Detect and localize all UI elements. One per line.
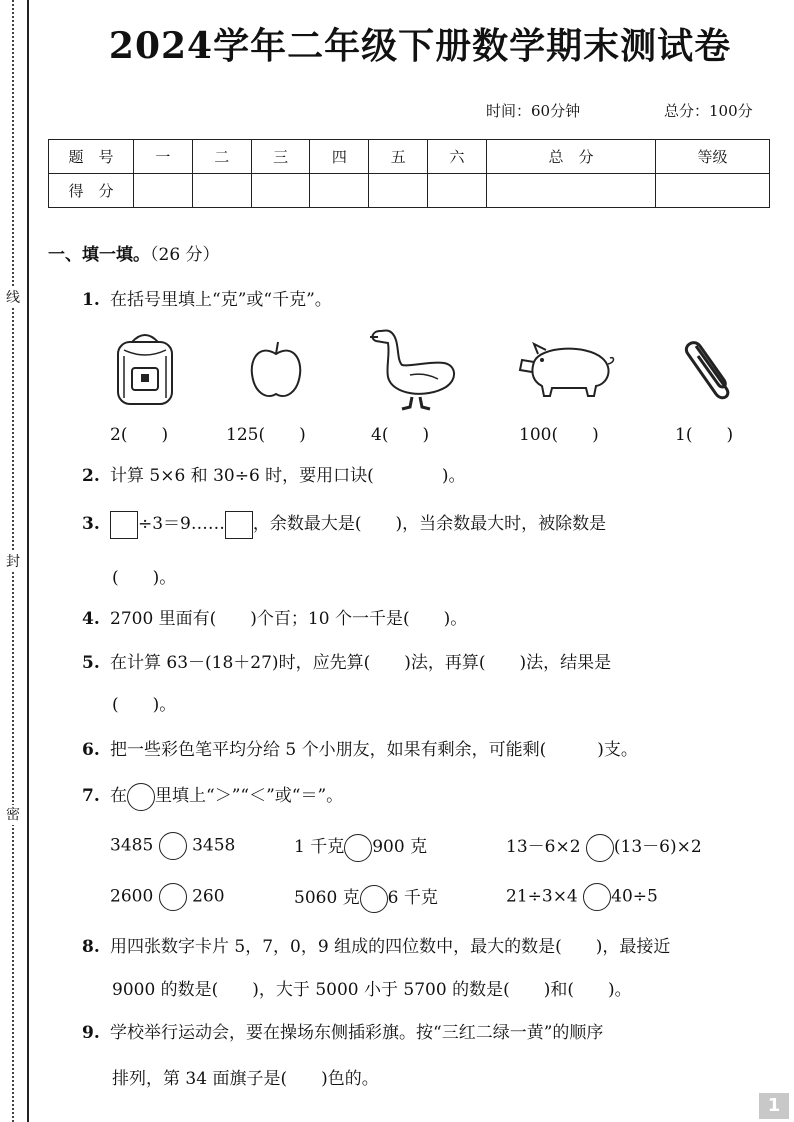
- compare-circle[interactable]: [159, 883, 187, 911]
- question-text: 在: [110, 786, 127, 806]
- question-3-continued: ( )。: [112, 568, 177, 588]
- compare-item: [294, 832, 427, 862]
- question-4: [82, 604, 467, 629]
- score-header-cell: 一: [134, 140, 193, 174]
- question-number: 8.: [82, 937, 100, 957]
- margin-rule: [27, 0, 29, 1122]
- question-text: 计算 5×6 和 30÷6 时，要用口诀( )。: [110, 466, 466, 486]
- score-header-cell: 三: [251, 140, 310, 174]
- question-5: [82, 648, 611, 673]
- backpack-icon: [110, 330, 180, 408]
- remainder-box[interactable]: [225, 511, 253, 539]
- question-number: 7.: [82, 786, 100, 806]
- question-text: 2700 里面有( )个百；10 个一千是( )。: [110, 609, 468, 629]
- compare-left: 3485: [110, 835, 154, 856]
- q1-answer-blank[interactable]: 1( ): [675, 425, 734, 445]
- score-header-cell: 五: [369, 140, 428, 174]
- question-7: [82, 781, 343, 811]
- goose-icon: [366, 325, 462, 411]
- exam-total-score: 总分：100分: [664, 102, 753, 120]
- page-title: 2024学年二年级下册数学期末测试卷: [108, 25, 732, 67]
- score-table-header-row: [49, 140, 770, 174]
- compare-right: 900 克: [372, 837, 428, 857]
- question-number: 3.: [82, 514, 100, 534]
- question-8-continued: 9000 的数是( )，大于 5000 小于 5700 的数是( )和( )。: [112, 980, 632, 1000]
- dividend-box[interactable]: [110, 511, 138, 539]
- compare-right: 40÷5: [611, 886, 658, 907]
- compare-circle-sample: [127, 783, 155, 811]
- pig-icon: [516, 340, 620, 400]
- apple-icon: [248, 340, 304, 402]
- compare-item: [110, 832, 235, 860]
- exam-time: 时间：60分钟: [486, 102, 581, 120]
- page-number-badge: 1: [759, 1093, 789, 1119]
- compare-right: 260: [192, 886, 225, 907]
- margin-word-feng: 封: [3, 552, 23, 572]
- score-header-cell: 二: [192, 140, 251, 174]
- question-text: 在括号里填上“克”或“千克”。: [110, 290, 332, 310]
- question-9-continued: 排列，第 34 面旗子是( )色的。: [112, 1069, 379, 1089]
- score-header-cell: 总 分: [486, 140, 655, 174]
- question-6: [82, 735, 638, 760]
- question-number: 6.: [82, 740, 100, 760]
- score-entry-cell[interactable]: [192, 174, 251, 208]
- compare-right: 6 千克: [387, 888, 438, 908]
- q1-answer-blank[interactable]: 4( ): [371, 425, 430, 445]
- score-entry-cell[interactable]: [486, 174, 655, 208]
- compare-item: [506, 832, 702, 862]
- compare-right: 3458: [192, 835, 236, 856]
- compare-left: 2600: [110, 886, 154, 907]
- q1-answer-blank[interactable]: 100( ): [519, 425, 599, 445]
- compare-circle[interactable]: [583, 883, 611, 911]
- question-text: 学校举行运动会，要在操场东侧插彩旗。按“三红二绿一黄”的顺序: [110, 1023, 604, 1043]
- question-9: [82, 1018, 603, 1043]
- question-text: ，余数最大是( )，当余数最大时，被除数是: [252, 514, 607, 534]
- section-heading: [48, 240, 220, 265]
- score-header-cell: 四: [310, 140, 369, 174]
- score-header-cell: 六: [428, 140, 487, 174]
- question-text: 里填上“＞”“＜”或“＝”。: [155, 786, 344, 806]
- compare-item: [506, 883, 658, 911]
- compare-left: 13－6×2: [506, 837, 581, 857]
- compare-item: [110, 883, 225, 911]
- q1-answer-blank[interactable]: 2( ): [110, 425, 169, 445]
- margin-word-xian: 线: [3, 288, 23, 308]
- question-number: 1.: [82, 290, 100, 310]
- question-1: [82, 285, 332, 310]
- section-title: 一、填一填。: [48, 245, 150, 265]
- question-number: 9.: [82, 1023, 100, 1043]
- question-text: 在计算 63－(18＋27)时，应先算( )法，再算( )法，结果是: [110, 653, 612, 673]
- score-entry-cell[interactable]: [428, 174, 487, 208]
- compare-item: [294, 883, 438, 913]
- score-entry-cell[interactable]: [251, 174, 310, 208]
- compare-circle[interactable]: [344, 834, 372, 862]
- section-points: （26 分）: [150, 245, 220, 265]
- score-entry-cell[interactable]: [134, 174, 193, 208]
- compare-circle[interactable]: [360, 885, 388, 913]
- question-text: ÷3＝9……: [138, 514, 225, 534]
- question-8: [82, 932, 670, 957]
- paperclip-icon: [680, 336, 740, 402]
- question-number: 4.: [82, 609, 100, 629]
- compare-left: 1 千克: [294, 837, 345, 857]
- score-table: [48, 139, 770, 208]
- compare-right: (13－6)×2: [613, 837, 702, 857]
- compare-circle[interactable]: [586, 834, 614, 862]
- compare-left: 5060 克: [294, 888, 360, 908]
- question-2: [82, 461, 465, 486]
- question-number: 2.: [82, 466, 100, 486]
- score-entry-cell[interactable]: [369, 174, 428, 208]
- compare-left: 21÷3×4: [506, 886, 578, 907]
- score-header-cell: 题 号: [49, 140, 134, 174]
- question-5-continued: ( )。: [112, 695, 177, 715]
- q1-answer-blank[interactable]: 125( ): [226, 425, 306, 445]
- score-entry-cell[interactable]: [656, 174, 770, 208]
- margin-word-mi: 密: [3, 805, 23, 825]
- question-text: 把一些彩色笔平均分给 5 个小朋友，如果有剩余，可能剩( )支。: [110, 740, 638, 760]
- score-entry-cell[interactable]: [310, 174, 369, 208]
- question-3: [82, 509, 606, 539]
- question-text: 用四张数字卡片 5，7，0，9 组成的四位数中，最大的数是( )，最接近: [110, 937, 671, 957]
- compare-circle[interactable]: [159, 832, 187, 860]
- score-header-cell: 等级: [656, 140, 770, 174]
- score-row-label: 得 分: [49, 174, 134, 208]
- question-number: 5.: [82, 653, 100, 673]
- score-table-entry-row: [49, 174, 770, 208]
